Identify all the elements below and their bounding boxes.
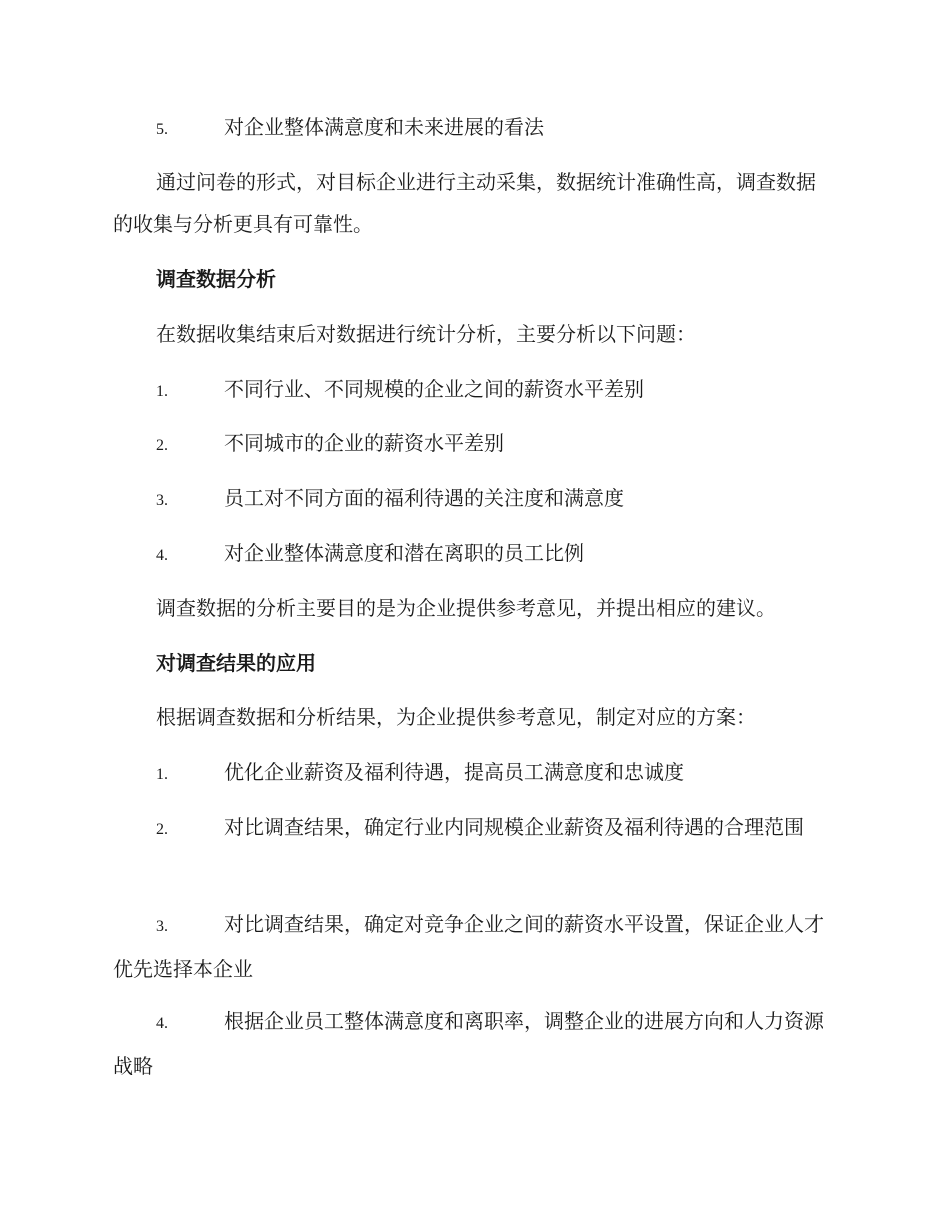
list-item-number: 5. — [156, 121, 168, 138]
paragraph: 在数据收集结束后对数据进行统计分析，主要分析以下问题： — [156, 322, 696, 346]
list-item-text: 对比调查结果，确定对竞争企业之间的薪资水平设置，保证企业人才优先选择本企业 — [113, 912, 824, 981]
list-item — [113, 106, 835, 151]
list-item-number: 1. — [156, 766, 168, 783]
list-item — [113, 532, 835, 577]
list-item-text: 不同行业、不同规模的企业之间的薪资水平差别 — [224, 377, 644, 401]
list-item — [113, 903, 835, 990]
list-item-text: 不同城市的企业的薪资水平差别 — [224, 431, 504, 455]
list-item-text: 优化企业薪资及福利待遇，提高员工满意度和忠诚度 — [224, 760, 684, 784]
list-item — [113, 806, 835, 851]
list-item-text: 对企业整体满意度和潜在离职的员工比例 — [224, 541, 584, 565]
paragraph: 根据调查数据和分析结果，为企业提供参考意见，制定对应的方案： — [156, 705, 756, 729]
list-item-text: 对比调查结果，确定行业内同规模企业薪资及福利待遇的合理范围 — [224, 815, 804, 839]
list-item-number: 3. — [156, 492, 168, 509]
list-item-number: 3. — [156, 918, 168, 935]
list-item-text: 对企业整体满意度和未来进展的看法 — [224, 115, 544, 139]
section-heading: 调查数据分析 — [156, 267, 276, 291]
list-item-text: 根据企业员工整体满意度和离职率，调整企业的进展方向和人力资源战略 — [113, 1009, 824, 1078]
list-item — [113, 751, 835, 796]
section-heading: 对调查结果的应用 — [156, 651, 316, 675]
paragraph: 调查数据的分析主要目的是为企业提供参考意见，并提出相应的建议。 — [156, 596, 776, 620]
list-item-number: 1. — [156, 383, 168, 400]
list-item — [113, 368, 835, 413]
list-item — [113, 422, 835, 467]
list-item-number: 4. — [156, 547, 168, 564]
list-item-number: 2. — [156, 821, 168, 838]
list-item — [113, 477, 835, 522]
paragraph: 通过问卷的形式，对目标企业进行主动采集，数据统计准确性高，调查数据的收集与分析更具有可靠性。 — [113, 170, 816, 236]
list-item-text: 员工对不同方面的福利待遇的关注度和满意度 — [224, 486, 624, 510]
list-item — [113, 1000, 835, 1087]
list-item-number: 4. — [156, 1015, 168, 1032]
list-item-number: 2. — [156, 437, 168, 454]
